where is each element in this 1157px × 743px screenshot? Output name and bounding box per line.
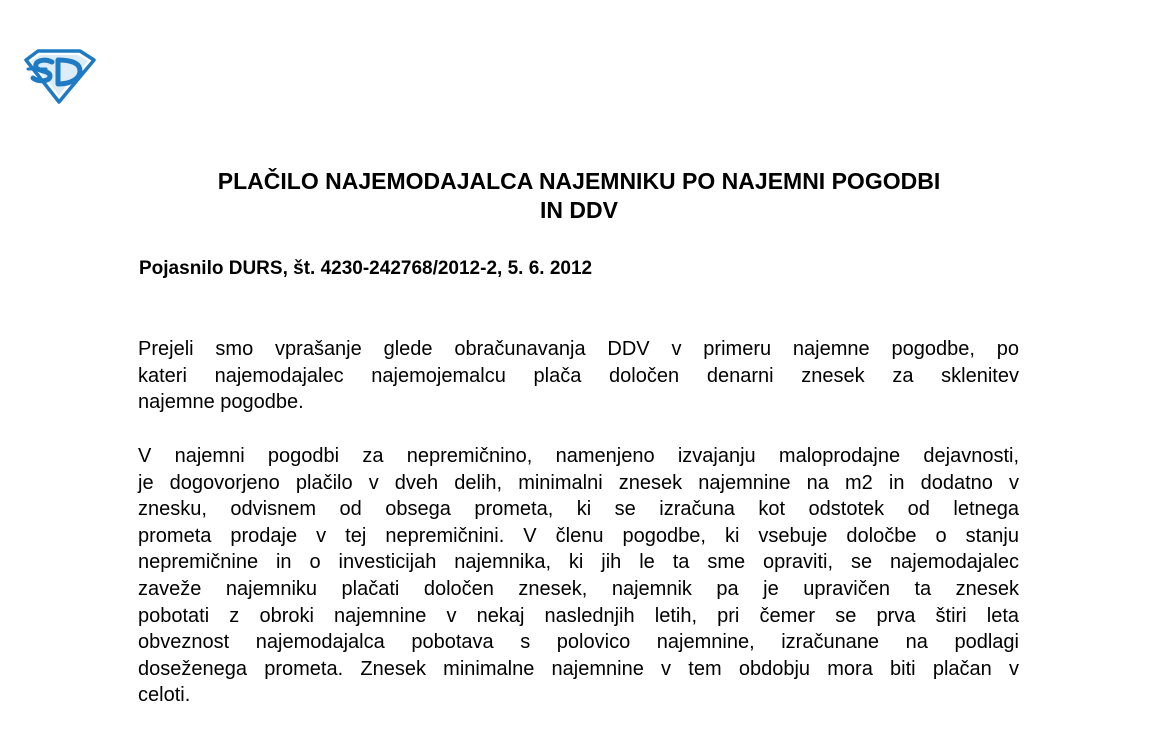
paragraph-line: pobotati z obroki najemnine v nekaj naslednjih letih, pri čemer se prva štiri leta [138,604,1019,627]
paragraph-line: je dogovorjeno plačilo v dveh delih, minimalni znesek najemnine na m2 in dodatno v [138,471,1019,494]
paragraph-line: doseženega prometa. Znesek minimalne najemnine v tem obdobju mora biti plačan v [138,657,1019,680]
paragraph-line: obveznost najemodajalca pobotava s polovico najemnine, izračunane na podlagi [138,631,1019,654]
paragraph-line: najemne pogodbe. [138,391,304,414]
body-paragraph [138,336,1019,416]
document-subtitle: Pojasnilo DURS, št. 4230-242768/2012-2, 5. 6. 2012 [139,258,593,279]
document-title [140,167,1018,225]
paragraph-line: celoti. [138,684,191,707]
paragraph-line: prometa prodaje v tej nepremičnini. V členu pogodbe, ki vsebuje določbe o stanju [138,524,1019,547]
paragraph-line: V najemni pogodbi za nepremičnino, namenjeno izvajanju maloprodajne dejavnosti, [138,445,1019,467]
sd-diamond-logo-icon [22,48,96,104]
paragraph-line: Prejeli smo vprašanje glede obračunavanja DDV v primeru najemne pogodbe, po [138,338,1019,360]
paragraph-line: nepremičnine in o investicijah najemnika, ki jih le ta sme opraviti, se najemodajalec [138,551,1019,574]
body-paragraph [138,443,1019,709]
document-title-line: IN DDV [540,197,618,223]
paragraph-line: kateri najemodajalec najemojemalcu plača določen denarni znesek za sklenitev [138,364,1019,387]
document-title-line: PLAČILO NAJEMODAJALCA NAJEMNIKU PO NAJEMNI POGODBI [217,168,941,194]
paragraph-line: znesku, odvisnem od obsega prometa, ki se izračuna kot odstotek od letnega [138,498,1019,521]
paragraph-line: zaveže najemniku plačati določen znesek, najemnik pa je upravičen ta znesek [138,577,1019,600]
